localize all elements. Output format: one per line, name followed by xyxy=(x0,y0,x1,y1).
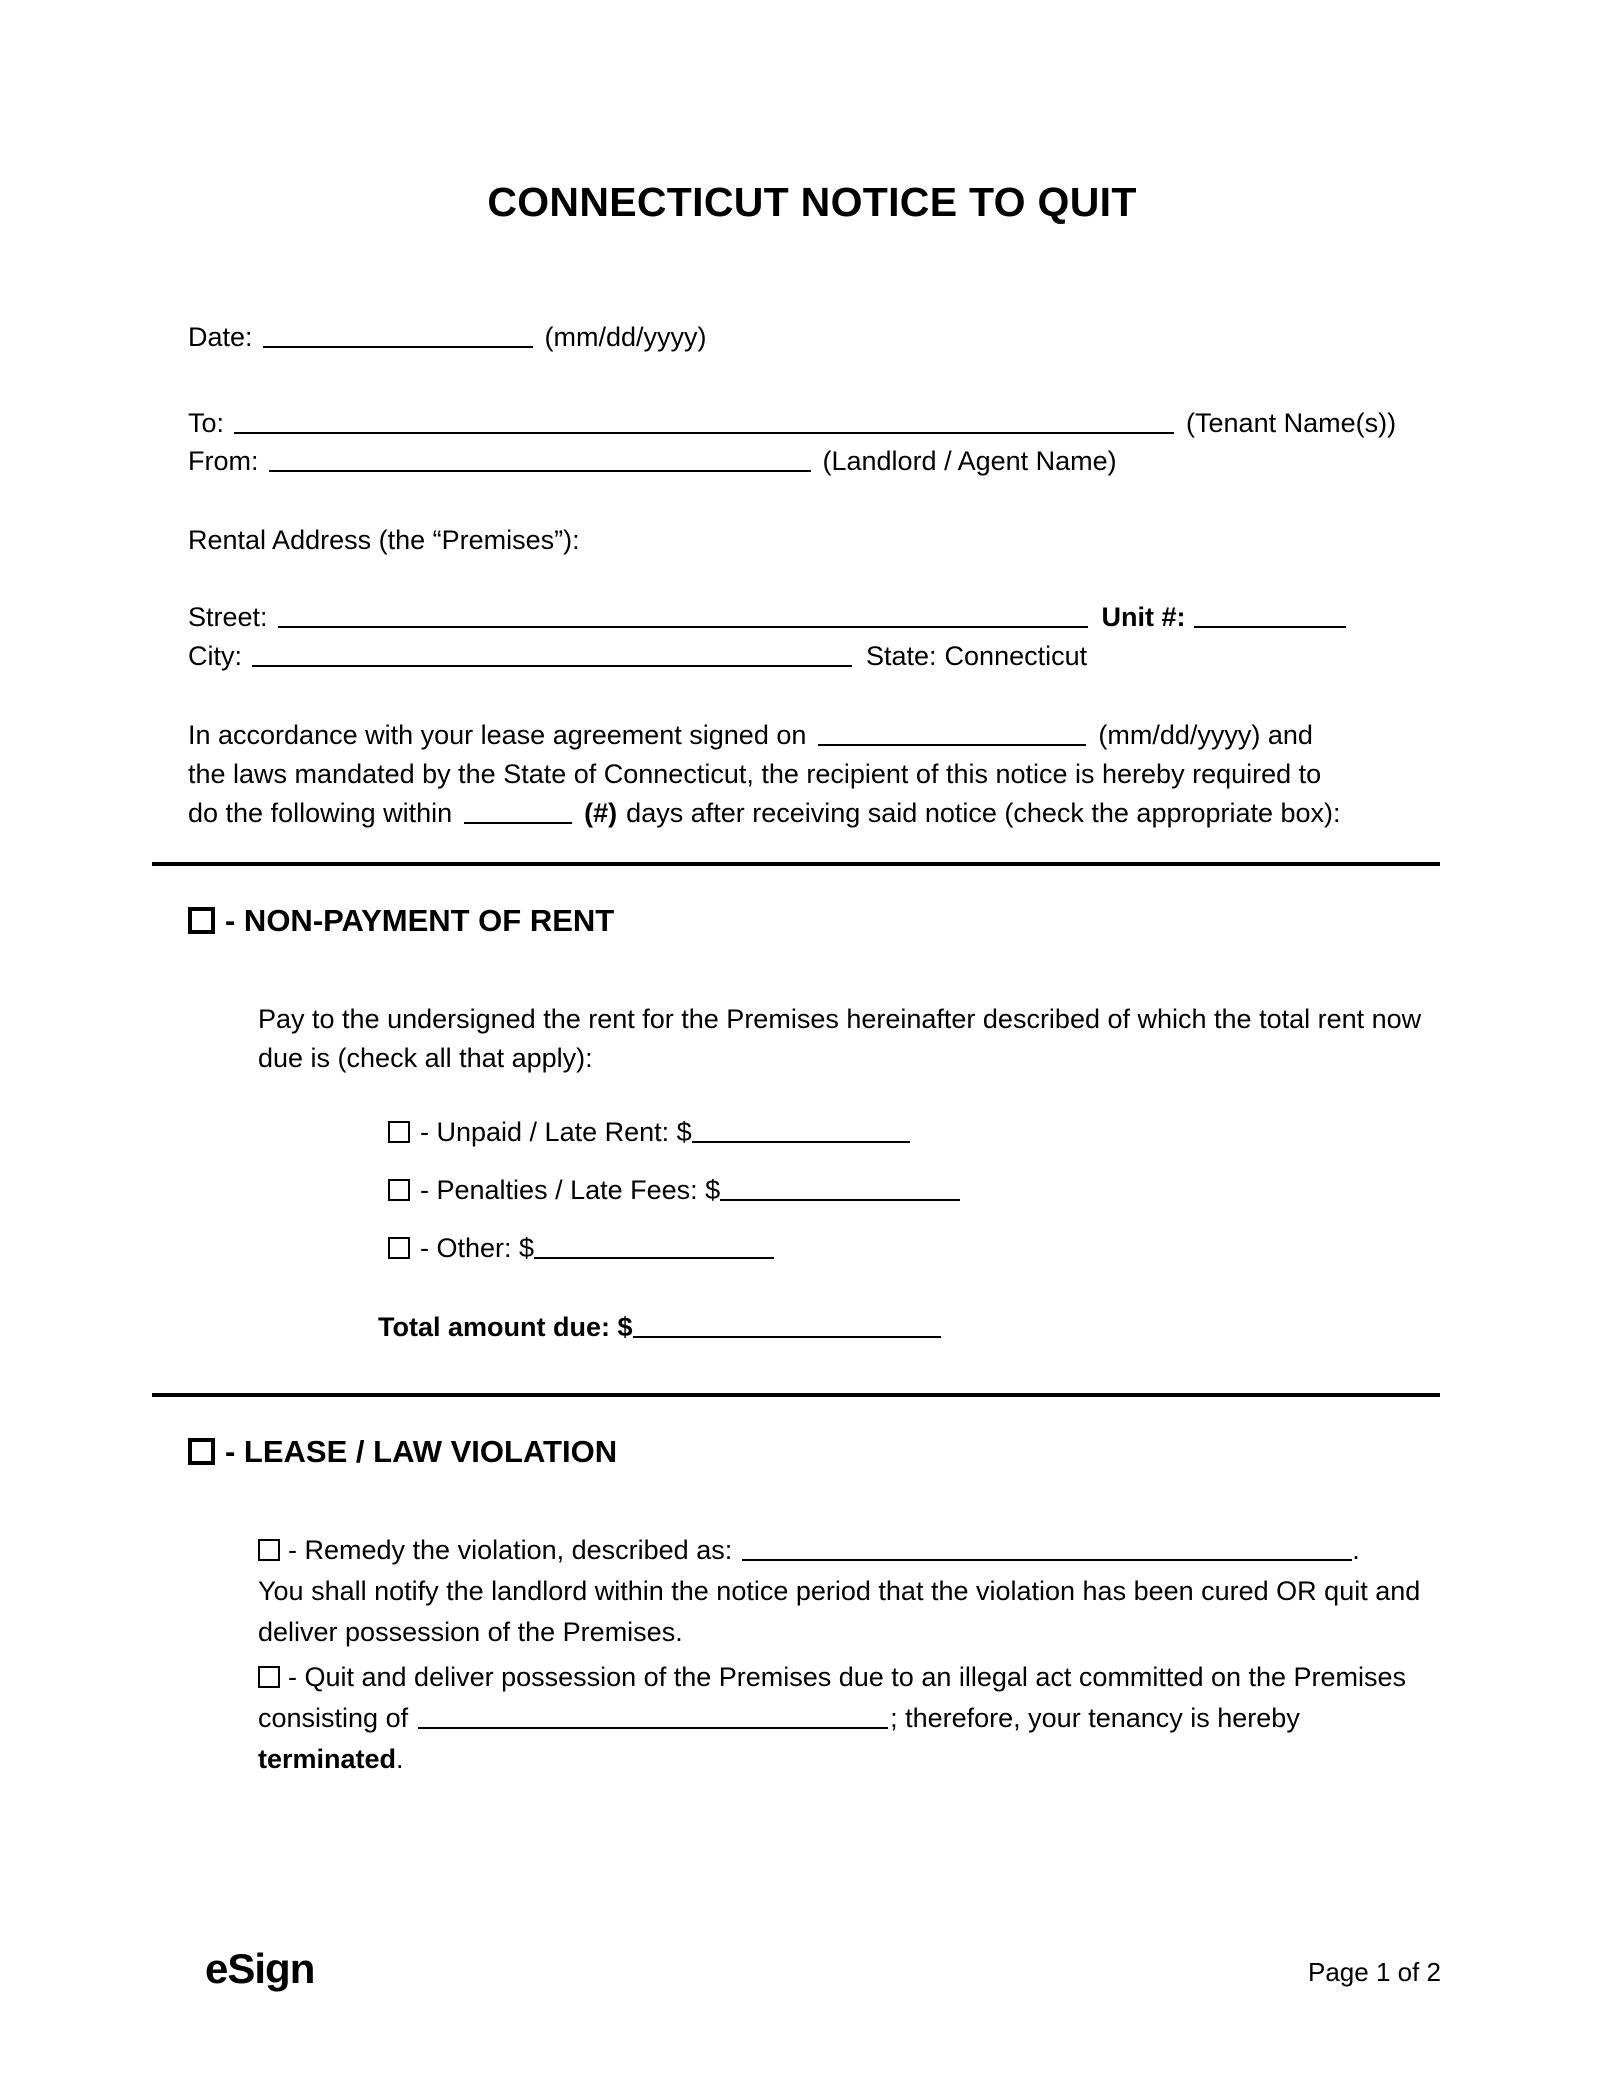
to-row xyxy=(188,404,1396,442)
total-amount-row xyxy=(378,1314,941,1341)
penalties-label: - Penalties / Late Fees: $ xyxy=(420,1175,721,1205)
total-amount-label: Total amount due: $ xyxy=(378,1312,633,1342)
street-input-blank[interactable] xyxy=(278,604,1088,628)
illegal-act-label: - Quit and deliver possession of the Premises due to an illegal act committed on the Premises consisting of xyxy=(258,1662,1407,1733)
other-amount-blank[interactable] xyxy=(534,1235,774,1259)
esign-logo: eSign xyxy=(205,1945,315,1992)
penalties-amount-blank[interactable] xyxy=(720,1177,960,1201)
section-divider-middle xyxy=(152,1393,1440,1397)
intro-line-1 xyxy=(188,716,1313,754)
lease-date-input-blank[interactable] xyxy=(818,722,1086,746)
checkbox-row-unpaid-rent[interactable] xyxy=(388,1119,910,1146)
total-amount-blank[interactable] xyxy=(633,1314,941,1338)
date-input-blank[interactable] xyxy=(263,324,533,348)
intro-text-b: (mm/dd/yyyy) and xyxy=(1098,720,1313,750)
intro-text-a: In accordance with your lease agreement signed on xyxy=(188,720,807,750)
nonpayment-intro-text: Pay to the undersigned the rent for the Premises hereinafter described of which the total rent now due is (check all that apply): xyxy=(258,1004,1422,1073)
other-label: - Other: $ xyxy=(420,1233,535,1263)
section-divider-top xyxy=(152,862,1440,866)
checkbox-penalties-icon[interactable] xyxy=(388,1179,410,1201)
to-label: To: xyxy=(188,408,225,438)
terminated-emphasis: terminated xyxy=(258,1744,397,1774)
landlord-name-hint: (Landlord / Agent Name) xyxy=(822,446,1117,476)
section-nonpayment-heading[interactable] xyxy=(188,905,614,936)
checkbox-violation-icon[interactable] xyxy=(188,1438,215,1465)
tenant-name-hint: (Tenant Name(s)) xyxy=(1186,408,1397,438)
illegal-act-text-b: ; therefore, your tenancy is hereby xyxy=(890,1703,1300,1733)
unpaid-rent-label: - Unpaid / Late Rent: $ xyxy=(420,1117,692,1147)
date-row xyxy=(188,318,707,356)
checkbox-remedy-icon[interactable] xyxy=(258,1539,280,1561)
intro-line-2: the laws mandated by the State of Connecticut, the recipient of this notice is hereby required to xyxy=(188,759,1322,789)
intro-line-3 xyxy=(188,794,1341,832)
page-title: CONNECTICUT NOTICE TO QUIT xyxy=(487,179,1137,225)
from-label: From: xyxy=(188,446,259,476)
remedy-label: - Remedy the violation, described as: xyxy=(288,1535,733,1565)
from-row xyxy=(188,442,1117,480)
remedy-description-blank[interactable] xyxy=(742,1537,1352,1561)
remedy-period: . xyxy=(1352,1535,1360,1565)
illegal-act-period: . xyxy=(396,1744,404,1774)
rental-address-label: Rental Address (the “Premises”): xyxy=(188,525,580,555)
intro-text-d: days after receiving said notice (check the appropriate box): xyxy=(626,798,1341,828)
page-number: Page 1 of 2 xyxy=(1308,1957,1441,1987)
checkbox-row-penalties[interactable] xyxy=(388,1177,960,1204)
unpaid-rent-amount-blank[interactable] xyxy=(692,1119,910,1143)
city-row xyxy=(188,637,1087,675)
checkbox-unpaid-rent-icon[interactable] xyxy=(388,1121,410,1143)
days-hash-hint: (#) xyxy=(584,798,618,828)
street-label: Street: xyxy=(188,602,268,632)
violation-illegal-act-block xyxy=(258,1657,1438,1780)
city-label: City: xyxy=(188,641,242,671)
checkbox-row-other[interactable] xyxy=(388,1235,774,1262)
street-row xyxy=(188,598,1346,636)
checkbox-nonpayment-icon[interactable] xyxy=(188,907,215,934)
days-count-input-blank[interactable] xyxy=(464,800,572,824)
tenant-name-input-blank[interactable] xyxy=(234,410,1174,434)
state-value: Connecticut xyxy=(944,641,1088,671)
remedy-notice-text: You shall notify the landlord within the notice period that the violation has been cured OR quit and deliver possession of the Premises. xyxy=(258,1576,1421,1647)
date-label: Date: xyxy=(188,322,253,352)
city-input-blank[interactable] xyxy=(252,643,852,667)
section-violation-heading[interactable] xyxy=(188,1436,617,1467)
violation-remedy-block xyxy=(258,1530,1438,1653)
date-format-hint: (mm/dd/yyyy) xyxy=(544,322,707,352)
intro-text-c: do the following within xyxy=(188,798,453,828)
state-label: State: xyxy=(866,641,937,671)
section-violation-label: - LEASE / LAW VIOLATION xyxy=(225,1434,618,1469)
landlord-name-input-blank[interactable] xyxy=(269,448,811,472)
illegal-act-description-blank[interactable] xyxy=(418,1705,888,1729)
checkbox-illegal-act-icon[interactable] xyxy=(258,1666,280,1688)
checkbox-other-icon[interactable] xyxy=(388,1237,410,1259)
unit-input-blank[interactable] xyxy=(1194,604,1346,628)
section-nonpayment-label: - NON-PAYMENT OF RENT xyxy=(225,903,615,938)
unit-label: Unit #: xyxy=(1101,602,1186,632)
